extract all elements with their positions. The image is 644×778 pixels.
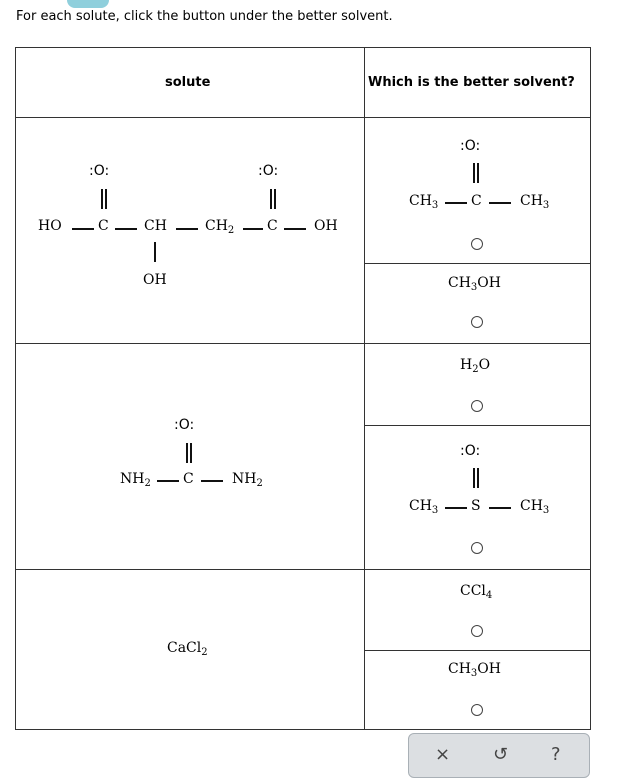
lone-pair-oxygen: :O: [174, 417, 195, 433]
single-bond [284, 228, 306, 230]
radio-methanol-2[interactable] [471, 704, 483, 716]
hydroxyl-group: OH [143, 272, 167, 288]
methyl-group: $CH_3$ [520, 193, 550, 211]
single-bond [176, 228, 198, 230]
double-bond [270, 189, 272, 209]
radio-acetone[interactable] [471, 238, 483, 250]
instructions: For each solute, click the button under the better solvent. [16, 9, 393, 24]
double-bond [477, 163, 479, 183]
single-bond [243, 228, 263, 230]
solvent-header: Which is the better solvent? [368, 75, 575, 90]
ch2-group: $CH_2$ [205, 218, 235, 236]
solvent-divider-2 [364, 343, 591, 344]
single-bond [72, 228, 94, 230]
single-bond [489, 507, 511, 509]
methyl-group: $CH_3$ [520, 498, 550, 516]
hydroxyl-group: HO [38, 218, 62, 234]
close-icon[interactable]: × [435, 744, 451, 765]
help-icon[interactable]: ? [551, 744, 561, 765]
solvent-carbon-tetrachloride: CCl$_4$ [460, 583, 493, 601]
lone-pair-oxygen: :O: [460, 443, 481, 459]
radio-carbon-tetrachloride[interactable] [471, 625, 483, 637]
single-bond [115, 228, 137, 230]
double-bond [477, 468, 479, 488]
lone-pair-oxygen: :O: [460, 138, 481, 154]
double-bond [101, 189, 103, 209]
single-bond [201, 480, 223, 482]
top-tab [67, 0, 109, 8]
solute-calcium-chloride: CaCl$_2$ [167, 640, 208, 658]
radio-water[interactable] [471, 400, 483, 412]
lone-pair-oxygen: :O: [89, 163, 110, 179]
double-bond [473, 468, 475, 488]
solvent-table [15, 47, 591, 730]
solute-header: solute [165, 75, 211, 90]
solvent-divider-3 [364, 425, 591, 426]
carbon-atom: C [267, 218, 278, 234]
sulfur-atom: S [471, 498, 481, 514]
row-divider-2 [15, 569, 364, 570]
methyl-group: $CH_3$ [409, 193, 439, 211]
solvent-divider-5 [364, 650, 591, 651]
solvent-divider-4 [364, 569, 591, 570]
carbon-atom: C [98, 218, 109, 234]
double-bond [473, 163, 475, 183]
ch-group: CH [144, 218, 167, 234]
methyl-group: $CH_3$ [409, 498, 439, 516]
single-bond [445, 202, 467, 204]
undo-icon[interactable]: ↺ [493, 744, 509, 765]
double-bond [105, 189, 107, 209]
header-divider [15, 117, 591, 118]
solvent-water: $H_2O$ [460, 357, 491, 375]
single-bond [154, 242, 156, 262]
carbon-atom: C [183, 471, 194, 487]
radio-methanol[interactable] [471, 316, 483, 328]
amino-group: $NH_2$ [120, 471, 151, 489]
radio-dmso[interactable] [471, 542, 483, 554]
lone-pair-oxygen: :O: [258, 163, 279, 179]
column-divider [364, 47, 365, 730]
solvent-methanol-2: $CH_3OH$ [448, 661, 501, 679]
double-bond [186, 443, 188, 463]
solvent-methanol: $CH_3OH$ [448, 275, 501, 293]
solvent-divider-1 [364, 263, 591, 264]
single-bond [445, 507, 467, 509]
double-bond [274, 189, 276, 209]
carbon-atom: C [471, 193, 482, 209]
amino-group: $NH_2$ [232, 471, 263, 489]
double-bond [190, 443, 192, 463]
single-bond [157, 480, 179, 482]
row-divider-1 [15, 343, 364, 344]
single-bond [489, 202, 511, 204]
answer-toolbar [408, 733, 590, 778]
hydroxyl-group: OH [314, 218, 338, 234]
